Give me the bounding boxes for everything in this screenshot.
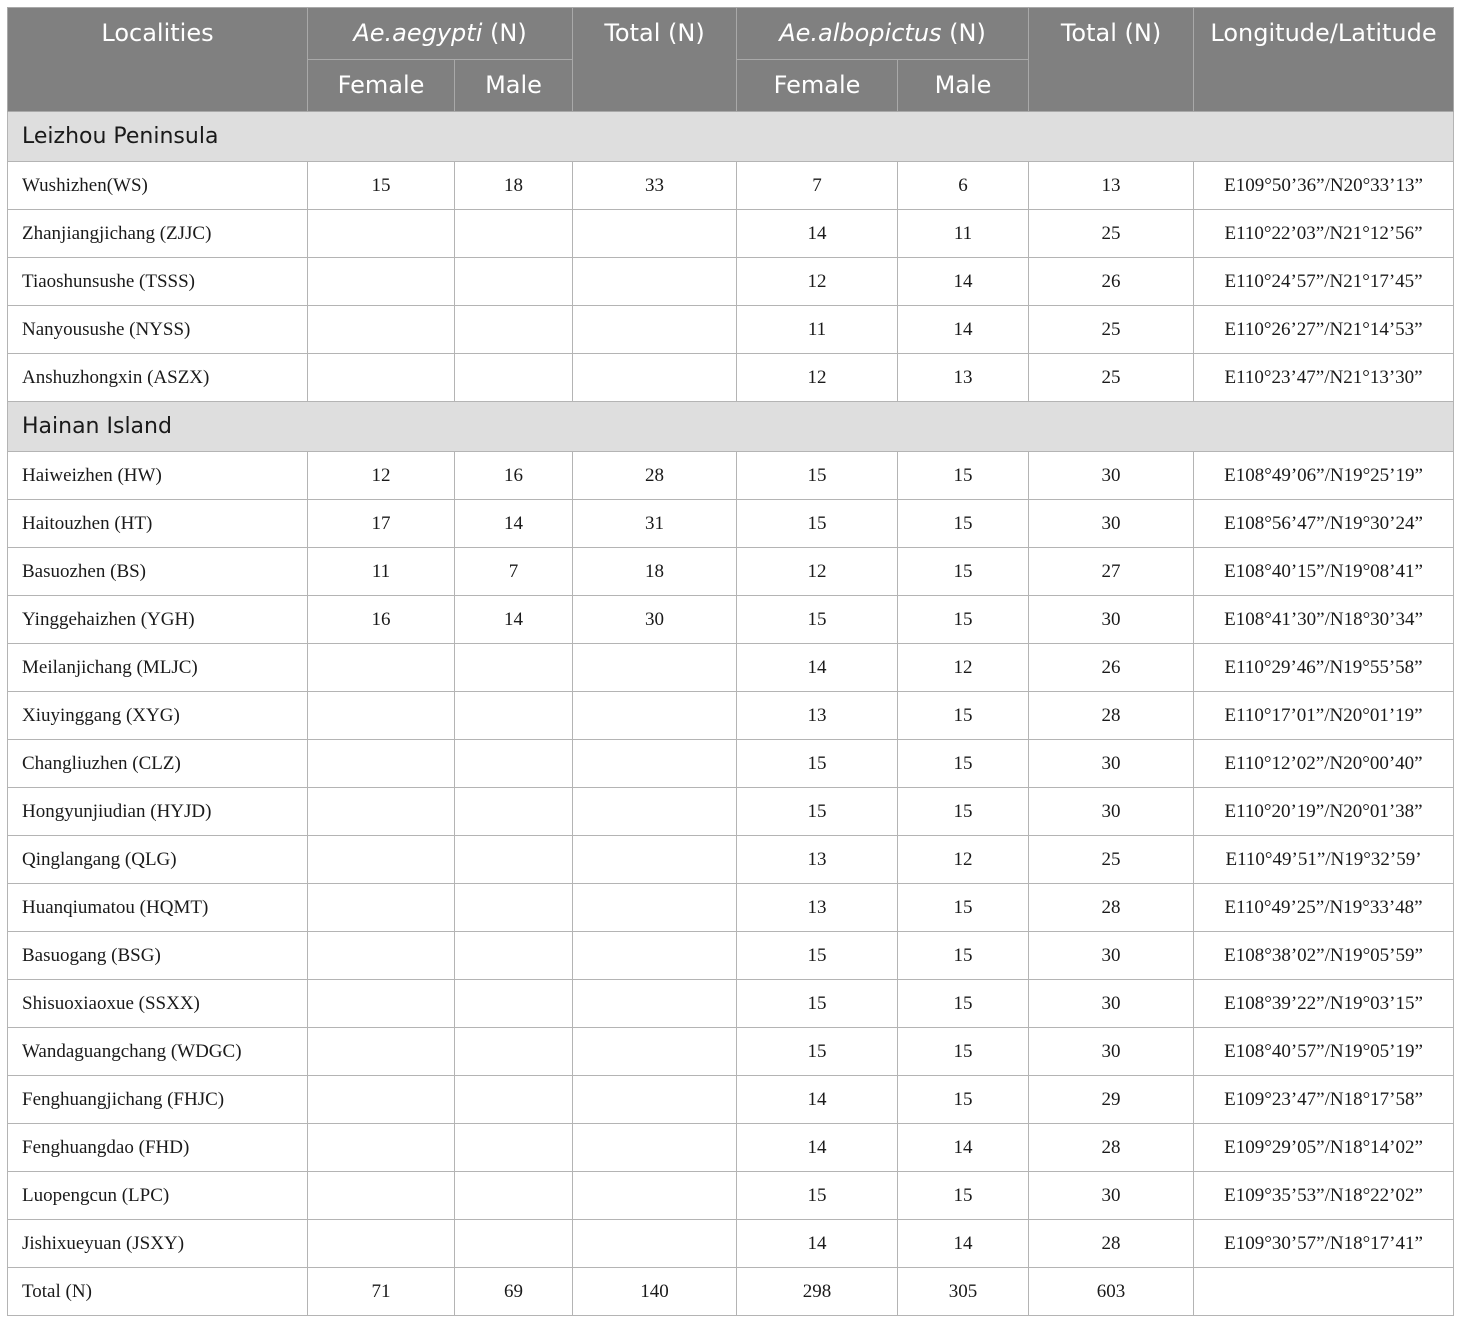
aegypti-total-cell	[573, 788, 737, 836]
albopictus-male-cell: 15	[898, 932, 1029, 980]
albopictus-male-cell: 15	[898, 452, 1029, 500]
header-albopictus-male: Male	[898, 60, 1029, 112]
locality-cell: Zhanjiangjichang (ZJJC)	[8, 210, 308, 258]
albopictus-total-cell: 30	[1029, 788, 1194, 836]
albopictus-male-cell: 12	[898, 644, 1029, 692]
albopictus-total-cell: 25	[1029, 306, 1194, 354]
section-title: Leizhou Peninsula	[8, 112, 1454, 162]
aegypti-total-cell	[573, 210, 737, 258]
albopictus-total-cell: 25	[1029, 836, 1194, 884]
header-aegypti-male: Male	[455, 60, 573, 112]
table-row	[8, 1124, 1454, 1172]
locality-cell: Shisuoxiaoxue (SSXX)	[8, 980, 308, 1028]
coordinate-cell: E110°22’03”/N21°12’56”	[1194, 210, 1454, 258]
albopictus-total-cell: 25	[1029, 354, 1194, 402]
albopictus-male-cell: 15	[898, 740, 1029, 788]
albopictus-total-cell: 30	[1029, 1172, 1194, 1220]
coordinate-cell: E109°35’53”/N18°22’02”	[1194, 1172, 1454, 1220]
aegypti-female-cell: 17	[308, 500, 455, 548]
albopictus-species-name: Ae.albopictus	[779, 19, 942, 47]
albopictus-total-cell: 30	[1029, 740, 1194, 788]
albopictus-total-cell: 30	[1029, 452, 1194, 500]
albopictus-female-cell: 15	[737, 788, 898, 836]
aegypti-female-cell	[308, 1076, 455, 1124]
albopictus-female-cell: 298	[737, 1268, 898, 1316]
locality-cell: Hongyunjiudian (HYJD)	[8, 788, 308, 836]
coordinate-cell: E109°50’36”/N20°33’13”	[1194, 162, 1454, 210]
section-row	[8, 112, 1454, 162]
albopictus-male-cell: 15	[898, 1028, 1029, 1076]
albopictus-male-cell: 13	[898, 354, 1029, 402]
aegypti-female-cell: 71	[308, 1268, 455, 1316]
albopictus-female-cell: 15	[737, 596, 898, 644]
coordinate-cell: E110°49’51”/N19°32’59’	[1194, 836, 1454, 884]
albopictus-total-cell: 28	[1029, 1124, 1194, 1172]
aegypti-female-cell: 16	[308, 596, 455, 644]
albopictus-female-cell: 15	[737, 1028, 898, 1076]
coordinate-cell: E109°23’47”/N18°17’58”	[1194, 1076, 1454, 1124]
coordinate-cell: E108°41’30”/N18°30’34”	[1194, 596, 1454, 644]
table-row	[8, 548, 1454, 596]
locality-cell: Wushizhen(WS)	[8, 162, 308, 210]
aegypti-male-cell	[455, 884, 573, 932]
albopictus-male-cell: 15	[898, 980, 1029, 1028]
albopictus-male-cell: 15	[898, 1076, 1029, 1124]
table-row	[8, 1076, 1454, 1124]
albopictus-total-cell: 25	[1029, 210, 1194, 258]
albopictus-male-cell: 6	[898, 162, 1029, 210]
albopictus-female-cell: 15	[737, 1172, 898, 1220]
coordinate-cell	[1194, 1268, 1454, 1316]
locality-cell: Qinglangang (QLG)	[8, 836, 308, 884]
aegypti-total-cell: 30	[573, 596, 737, 644]
coordinate-cell: E108°40’57”/N19°05’19”	[1194, 1028, 1454, 1076]
aegypti-species-name: Ae.aegypti	[353, 19, 483, 47]
albopictus-female-cell: 15	[737, 932, 898, 980]
albopictus-total-cell: 26	[1029, 644, 1194, 692]
locality-cell: Changliuzhen (CLZ)	[8, 740, 308, 788]
albopictus-total-cell: 27	[1029, 548, 1194, 596]
coordinate-cell: E108°40’15”/N19°08’41”	[1194, 548, 1454, 596]
aegypti-female-cell	[308, 932, 455, 980]
table-row	[8, 354, 1454, 402]
albopictus-female-cell: 12	[737, 258, 898, 306]
albopictus-total-cell: 28	[1029, 884, 1194, 932]
albopictus-total-cell: 29	[1029, 1076, 1194, 1124]
aegypti-male-cell	[455, 1172, 573, 1220]
aegypti-female-cell	[308, 692, 455, 740]
table-row	[8, 836, 1454, 884]
albopictus-total-cell: 603	[1029, 1268, 1194, 1316]
albopictus-female-cell: 13	[737, 692, 898, 740]
aegypti-total-cell	[573, 1028, 737, 1076]
table-row	[8, 644, 1454, 692]
albopictus-female-cell: 15	[737, 500, 898, 548]
aegypti-total-cell: 33	[573, 162, 737, 210]
albopictus-total-cell: 30	[1029, 500, 1194, 548]
albopictus-male-cell: 12	[898, 836, 1029, 884]
aegypti-female-cell	[308, 788, 455, 836]
table-row	[8, 1028, 1454, 1076]
aegypti-total-cell	[573, 644, 737, 692]
albopictus-female-cell: 13	[737, 884, 898, 932]
coordinate-cell: E108°49’06”/N19°25’19”	[1194, 452, 1454, 500]
albopictus-male-cell: 15	[898, 500, 1029, 548]
header-albopictus: Ae.albopictus (N)	[737, 8, 1029, 60]
albopictus-male-cell: 14	[898, 1220, 1029, 1268]
aegypti-male-cell	[455, 788, 573, 836]
aegypti-male-cell	[455, 354, 573, 402]
albopictus-male-cell: 14	[898, 1124, 1029, 1172]
header-aegypti-female: Female	[308, 60, 455, 112]
aegypti-male-cell: 14	[455, 596, 573, 644]
locality-cell: Fenghuangdao (FHD)	[8, 1124, 308, 1172]
table-header	[8, 8, 1454, 112]
albopictus-male-cell: 14	[898, 258, 1029, 306]
aegypti-male-cell	[455, 836, 573, 884]
aegypti-female-cell: 11	[308, 548, 455, 596]
section-row	[8, 402, 1454, 452]
aegypti-male-cell	[455, 258, 573, 306]
aegypti-total-cell	[573, 1172, 737, 1220]
aegypti-female-cell	[308, 1124, 455, 1172]
albopictus-total-cell: 30	[1029, 932, 1194, 980]
table-row	[8, 788, 1454, 836]
aegypti-total-cell: 18	[573, 548, 737, 596]
albopictus-female-cell: 12	[737, 548, 898, 596]
table-row	[8, 740, 1454, 788]
aegypti-total-cell: 28	[573, 452, 737, 500]
aegypti-total-cell	[573, 836, 737, 884]
albopictus-female-cell: 13	[737, 836, 898, 884]
header-albopictus-female: Female	[737, 60, 898, 112]
header-albopictus-total: Total (N)	[1029, 8, 1194, 112]
table-row	[8, 1172, 1454, 1220]
aegypti-female-cell	[308, 884, 455, 932]
aegypti-male-cell	[455, 644, 573, 692]
aegypti-total-cell	[573, 980, 737, 1028]
albopictus-female-cell: 15	[737, 740, 898, 788]
albopictus-female-cell: 7	[737, 162, 898, 210]
aegypti-total-cell	[573, 1124, 737, 1172]
locality-cell: Haitouzhen (HT)	[8, 500, 308, 548]
locality-cell: Nanyousushe (NYSS)	[8, 306, 308, 354]
aegypti-male-cell	[455, 932, 573, 980]
aegypti-total-cell: 31	[573, 500, 737, 548]
coordinate-cell: E110°23’47”/N21°13’30”	[1194, 354, 1454, 402]
header-aegypti: Ae.aegypti (N)	[308, 8, 573, 60]
aegypti-female-cell	[308, 1172, 455, 1220]
coordinate-cell: E109°29’05”/N18°14’02”	[1194, 1124, 1454, 1172]
aegypti-female-cell: 15	[308, 162, 455, 210]
aegypti-male-cell: 18	[455, 162, 573, 210]
albopictus-total-cell: 26	[1029, 258, 1194, 306]
table-row	[8, 932, 1454, 980]
albopictus-total-cell: 13	[1029, 162, 1194, 210]
albopictus-female-cell: 15	[737, 980, 898, 1028]
aegypti-female-cell	[308, 644, 455, 692]
aegypti-total-cell	[573, 740, 737, 788]
aegypti-total-cell: 140	[573, 1268, 737, 1316]
mosquito-sample-table	[7, 7, 1454, 1316]
locality-cell: Basuozhen (BS)	[8, 548, 308, 596]
locality-cell: Xiuyinggang (XYG)	[8, 692, 308, 740]
aegypti-male-cell: 14	[455, 500, 573, 548]
table-row	[8, 596, 1454, 644]
aegypti-total-cell	[573, 884, 737, 932]
table-row	[8, 210, 1454, 258]
albopictus-male-cell: 305	[898, 1268, 1029, 1316]
table-row	[8, 692, 1454, 740]
coordinate-cell: E108°39’22”/N19°03’15”	[1194, 980, 1454, 1028]
albopictus-total-cell: 30	[1029, 596, 1194, 644]
table-row	[8, 980, 1454, 1028]
coordinate-cell: E109°30’57”/N18°17’41”	[1194, 1220, 1454, 1268]
aegypti-female-cell	[308, 740, 455, 788]
locality-cell: Jishixueyuan (JSXY)	[8, 1220, 308, 1268]
albopictus-male-cell: 15	[898, 788, 1029, 836]
aegypti-female-cell	[308, 836, 455, 884]
albopictus-female-cell: 14	[737, 1220, 898, 1268]
aegypti-male-cell	[455, 1220, 573, 1268]
aegypti-total-cell	[573, 258, 737, 306]
albopictus-total-cell: 28	[1029, 692, 1194, 740]
albopictus-male-cell: 15	[898, 1172, 1029, 1220]
coordinate-cell: E110°20’19”/N20°01’38”	[1194, 788, 1454, 836]
aegypti-male-cell	[455, 1076, 573, 1124]
coordinate-cell: E110°49’25”/N19°33’48”	[1194, 884, 1454, 932]
aegypti-female-cell: 12	[308, 452, 455, 500]
albopictus-female-cell: 12	[737, 354, 898, 402]
aegypti-male-cell	[455, 980, 573, 1028]
aegypti-male-cell	[455, 210, 573, 258]
aegypti-female-cell	[308, 210, 455, 258]
aegypti-female-cell	[308, 1220, 455, 1268]
table-body	[8, 112, 1454, 1316]
locality-cell: Yinggehaizhen (YGH)	[8, 596, 308, 644]
coordinate-cell: E110°12’02”/N20°00’40”	[1194, 740, 1454, 788]
albopictus-male-cell: 15	[898, 596, 1029, 644]
locality-cell: Tiaoshunsushe (TSSS)	[8, 258, 308, 306]
header-localities: Localities	[8, 8, 308, 112]
aegypti-male-cell: 16	[455, 452, 573, 500]
header-aegypti-total: Total (N)	[573, 8, 737, 112]
coordinate-cell: E110°24’57”/N21°17’45”	[1194, 258, 1454, 306]
table-row	[8, 306, 1454, 354]
table-row	[8, 884, 1454, 932]
section-title: Hainan Island	[8, 402, 1454, 452]
table-row	[8, 162, 1454, 210]
albopictus-male-cell: 15	[898, 692, 1029, 740]
albopictus-female-cell: 14	[737, 210, 898, 258]
locality-cell: Huanqiumatou (HQMT)	[8, 884, 308, 932]
aegypti-male-cell: 69	[455, 1268, 573, 1316]
albopictus-female-cell: 14	[737, 644, 898, 692]
locality-cell: Wandaguangchang (WDGC)	[8, 1028, 308, 1076]
aegypti-male-cell	[455, 740, 573, 788]
table-row	[8, 1220, 1454, 1268]
aegypti-female-cell	[308, 980, 455, 1028]
coordinate-cell: E108°38’02”/N19°05’59”	[1194, 932, 1454, 980]
aegypti-total-cell	[573, 932, 737, 980]
table-row	[8, 500, 1454, 548]
aegypti-female-cell	[308, 258, 455, 306]
coordinate-cell: E110°26’27”/N21°14’53”	[1194, 306, 1454, 354]
locality-cell: Luopengcun (LPC)	[8, 1172, 308, 1220]
aegypti-male-cell: 7	[455, 548, 573, 596]
aegypti-male-cell	[455, 306, 573, 354]
aegypti-female-cell	[308, 354, 455, 402]
total-row	[8, 1268, 1454, 1316]
header-lonlat: Longitude/Latitude	[1194, 8, 1454, 112]
aegypti-male-cell	[455, 1124, 573, 1172]
locality-cell: Total (N)	[8, 1268, 308, 1316]
locality-cell: Meilanjichang (MLJC)	[8, 644, 308, 692]
albopictus-total-cell: 30	[1029, 1028, 1194, 1076]
locality-cell: Basuogang (BSG)	[8, 932, 308, 980]
table-row	[8, 258, 1454, 306]
albopictus-male-cell: 14	[898, 306, 1029, 354]
coordinate-cell: E110°17’01”/N20°01’19”	[1194, 692, 1454, 740]
coordinate-cell: E110°29’46”/N19°55’58”	[1194, 644, 1454, 692]
albopictus-female-cell: 11	[737, 306, 898, 354]
table-row	[8, 452, 1454, 500]
albopictus-female-cell: 14	[737, 1076, 898, 1124]
albopictus-female-cell: 15	[737, 452, 898, 500]
locality-cell: Anshuzhongxin (ASZX)	[8, 354, 308, 402]
albopictus-male-cell: 11	[898, 210, 1029, 258]
aegypti-total-cell	[573, 1076, 737, 1124]
albopictus-female-cell: 14	[737, 1124, 898, 1172]
coordinate-cell: E108°56’47”/N19°30’24”	[1194, 500, 1454, 548]
albopictus-male-cell: 15	[898, 884, 1029, 932]
aegypti-female-cell	[308, 306, 455, 354]
aegypti-total-cell	[573, 1220, 737, 1268]
locality-cell: Haiweizhen (HW)	[8, 452, 308, 500]
aegypti-total-cell	[573, 354, 737, 402]
aegypti-total-cell	[573, 306, 737, 354]
albopictus-total-cell: 30	[1029, 980, 1194, 1028]
aegypti-female-cell	[308, 1028, 455, 1076]
albopictus-male-cell: 15	[898, 548, 1029, 596]
aegypti-male-cell	[455, 692, 573, 740]
locality-cell: Fenghuangjichang (FHJC)	[8, 1076, 308, 1124]
aegypti-total-cell	[573, 692, 737, 740]
albopictus-total-cell: 28	[1029, 1220, 1194, 1268]
aegypti-male-cell	[455, 1028, 573, 1076]
